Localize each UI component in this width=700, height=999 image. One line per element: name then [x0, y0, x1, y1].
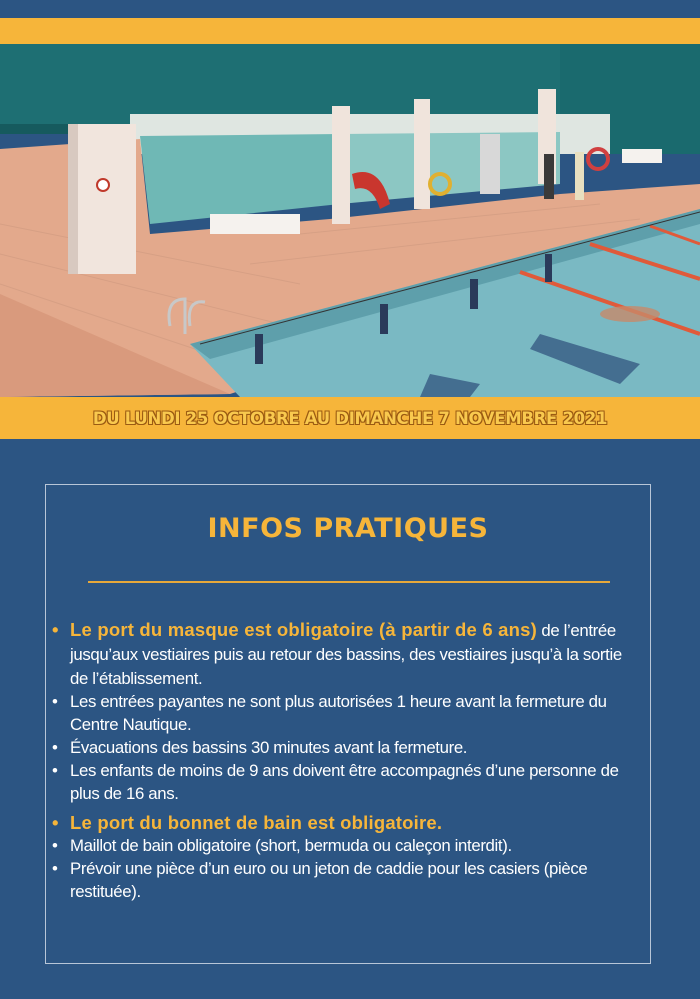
bullet-icon: •: [52, 692, 58, 711]
list-item: [46, 834, 650, 857]
list-item: [46, 736, 650, 759]
bullet-icon: •: [52, 812, 59, 833]
pool-photo: [0, 44, 700, 397]
info-list: [46, 618, 650, 903]
bullet-icon: •: [52, 619, 59, 640]
dates-banner: [0, 397, 700, 439]
item-highlight: Le port du bonnet de bain est obligatoire.: [70, 812, 443, 833]
item-text: Maillot de bain obligatoire (short, bermuda ou caleçon interdit).: [70, 836, 512, 855]
item-text: Les enfants de moins de 9 ans doivent être accompagnés d’une personne de plus de 16 ans.: [70, 761, 619, 803]
item-text: Les entrées payantes ne sont plus autorisées 1 heure avant la fermeture du Centre Nautique.: [70, 692, 607, 734]
item-highlight: Le port du masque est obligatoire (à partir de 6 ans): [70, 619, 538, 640]
list-item: [46, 811, 650, 834]
list-item: [46, 857, 650, 903]
info-box: [45, 484, 651, 964]
info-title: INFOS PRATIQUES: [207, 513, 489, 544]
bullet-icon: •: [52, 738, 58, 757]
top-accent-stripe: [0, 18, 700, 44]
item-text: Prévoir une pièce d’un euro ou un jeton de caddie pour les casiers (pièce restituée).: [70, 859, 588, 901]
list-item: [46, 618, 650, 690]
item-text: Évacuations des bassins 30 minutes avant la fermeture.: [70, 738, 468, 757]
bullet-icon: •: [52, 761, 58, 780]
list-item: [46, 759, 650, 805]
list-item: [46, 690, 650, 736]
bullet-icon: •: [52, 836, 58, 855]
dates-text: DU LUNDI 25 OCTOBRE AU DIMANCHE 7 NOVEMBRE 2021: [92, 408, 608, 428]
title-divider: [88, 581, 610, 583]
bullet-icon: •: [52, 859, 58, 878]
item-text: de l’entrée jusqu’aux vestiaires puis au retour des bassins, des vestiaires jusqu’à la sortie de l’établissement.: [70, 621, 622, 688]
top-band: [0, 0, 700, 18]
